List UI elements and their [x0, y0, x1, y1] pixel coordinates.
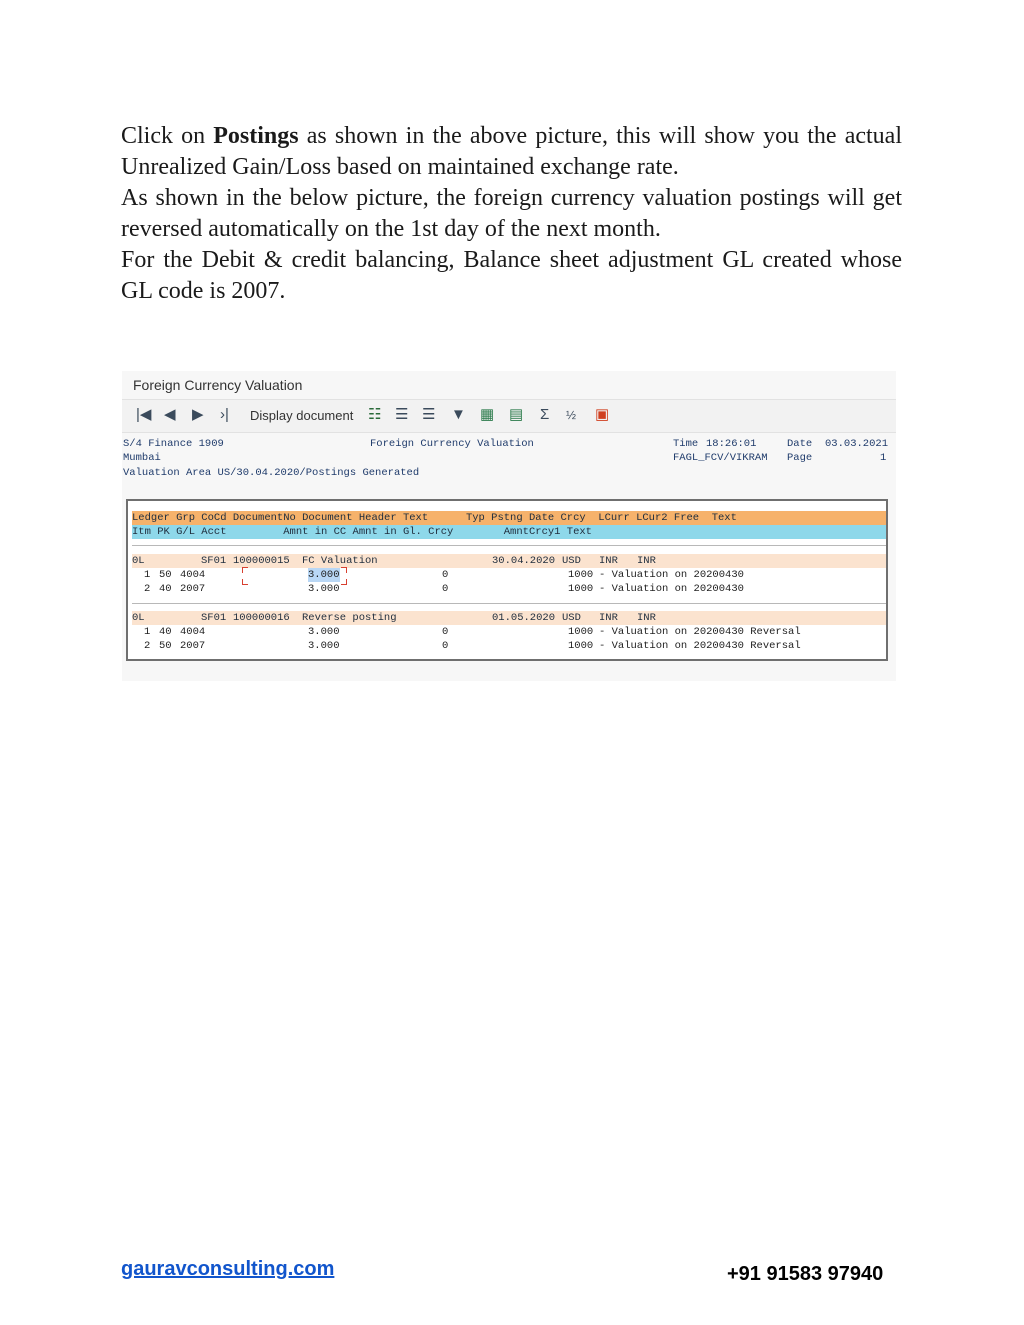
last-page-icon[interactable]: ›| — [220, 406, 229, 423]
amount-in-cc: 3.000 — [308, 583, 340, 595]
color-icon[interactable]: ▣ — [595, 406, 610, 423]
company-name: Mumbai — [123, 452, 161, 464]
posting-key: 40 — [159, 626, 172, 638]
amount-in-gl-crcy: 0 — [442, 640, 449, 652]
next-page-icon[interactable]: ▶ — [192, 406, 204, 423]
separator — [132, 545, 886, 546]
balancing-paragraph: For the Debit & credit balancing, Balance sheet adjustment GL created whose GL code is 2007. — [121, 247, 902, 304]
amount-crcy1: 1000 — [568, 583, 594, 595]
separator — [132, 603, 886, 604]
reversal-paragraph: As shown in the below picture, the foreign currency valuation postings will get reversed automatically on the 1st day of the next month. — [121, 185, 902, 242]
document-row[interactable] — [132, 611, 886, 625]
website-link[interactable]: gauravconsulting.com — [121, 1258, 335, 1280]
amount-in-gl-crcy: 0 — [442, 583, 449, 595]
local-currency-2: INR — [637, 555, 656, 567]
intro-paragraph — [121, 121, 902, 183]
posting-date: 30.04.2020 — [492, 555, 556, 567]
amount-in-cc: 3.000 — [308, 626, 340, 638]
item-number: 2 — [144, 640, 151, 652]
posting-date: 01.05.2020 — [492, 612, 556, 624]
posting-key: 50 — [159, 569, 172, 581]
filter-icon[interactable]: ▼ — [451, 406, 466, 423]
layout-icon[interactable]: ▤ — [509, 406, 524, 423]
screenshot-title: Foreign Currency Valuation — [133, 377, 303, 393]
toolbar — [122, 399, 896, 433]
date-label: Date — [787, 438, 813, 450]
posting-list — [126, 499, 888, 661]
phone-number: +91 91583 97940 — [727, 1263, 884, 1285]
local-currency: INR — [599, 555, 618, 567]
amount-crcy1: 1000 — [568, 640, 594, 652]
currency: USD — [562, 555, 581, 567]
selection-marker — [341, 579, 347, 585]
item-text: - Valuation on 20200430 Reversal — [599, 640, 801, 652]
date-value: 03.03.2021 — [825, 438, 889, 450]
document-header-text: Reverse posting — [302, 612, 397, 624]
amount-in-cc[interactable]: 3.000 — [308, 569, 340, 581]
amount-in-gl-crcy: 0 — [442, 569, 449, 581]
posting-key: 40 — [159, 583, 172, 595]
ledger-group: 0L — [132, 555, 145, 567]
item-row[interactable] — [132, 625, 886, 639]
amount-in-cc: 3.000 — [308, 640, 340, 652]
p1-text-end: as shown in the above picture, this will show you the actual Unrealized Gain/Loss based on maintained exchange rate. — [121, 123, 902, 180]
previous-page-icon[interactable]: ◀ — [164, 406, 176, 423]
p1-text-start: Click on — [121, 123, 214, 149]
report-title: Foreign Currency Valuation — [370, 438, 534, 450]
first-page-icon[interactable]: |◀ — [136, 406, 152, 423]
sum-icon[interactable]: Σ — [540, 406, 550, 423]
gl-account: 2007 — [180, 640, 206, 652]
gl-account: 4004 — [180, 626, 206, 638]
selection-marker — [341, 567, 347, 573]
selection-marker — [242, 579, 248, 585]
amount-in-gl-crcy: 0 — [442, 626, 449, 638]
item-number: 1 — [144, 626, 151, 638]
document-number[interactable]: 100000016 — [233, 612, 290, 624]
ledger-group: 0L — [132, 612, 145, 624]
column-header-row-2: Itm PK G/L Acct Amnt in CC Amnt in Gl. Crcy AmntCrcy1 Text — [132, 525, 886, 539]
local-currency-2: INR — [637, 612, 656, 624]
export-icon[interactable]: ▦ — [480, 406, 495, 423]
item-text: - Valuation on 20200430 — [599, 583, 744, 595]
magnifier-document-icon[interactable]: ☷ — [368, 406, 382, 423]
gl-account: 4004 — [180, 569, 206, 581]
document-row[interactable] — [132, 554, 886, 568]
posting-key: 50 — [159, 640, 172, 652]
item-text: - Valuation on 20200430 Reversal — [599, 626, 801, 638]
selection-marker — [242, 567, 248, 573]
display-document-button[interactable]: Display document — [250, 408, 354, 423]
sort-ascending-icon[interactable]: ☰ — [395, 406, 409, 423]
page-number: 1 — [880, 452, 887, 464]
time-label: Time — [673, 438, 699, 450]
item-text: - Valuation on 20200430 — [599, 569, 744, 581]
amount-crcy1: 1000 — [568, 569, 594, 581]
amount-crcy1: 1000 — [568, 626, 594, 638]
sort-descending-icon[interactable]: ☰ — [422, 406, 436, 423]
item-number: 2 — [144, 583, 151, 595]
postings-bold-term: Postings — [213, 123, 299, 149]
gl-account: 2007 — [180, 583, 206, 595]
valuation-area: Valuation Area US/30.04.2020/Postings Generated — [123, 467, 420, 479]
time-value: 18:26:01 — [706, 438, 757, 450]
item-row[interactable] — [132, 639, 886, 653]
local-currency: INR — [599, 612, 618, 624]
item-number: 1 — [144, 569, 151, 581]
company-code: SF01 — [201, 612, 227, 624]
document-header-text: FC Valuation — [302, 555, 378, 567]
subtotal-icon[interactable]: ½ — [566, 408, 577, 422]
fcv-screenshot — [122, 371, 896, 681]
currency: USD — [562, 612, 581, 624]
page-label: Page — [787, 452, 813, 464]
column-header-row-1: Ledger Grp CoCd DocumentNo Document Header Text Typ Pstng Date Crcy LCurr LCur2 Free Text — [132, 511, 886, 525]
company-code: SF01 — [201, 555, 227, 567]
document-number[interactable]: 100000015 — [233, 555, 290, 567]
system-name: S/4 Finance 1909 — [123, 438, 224, 450]
program-name: FAGL_FCV/VIKRAM — [673, 452, 768, 464]
